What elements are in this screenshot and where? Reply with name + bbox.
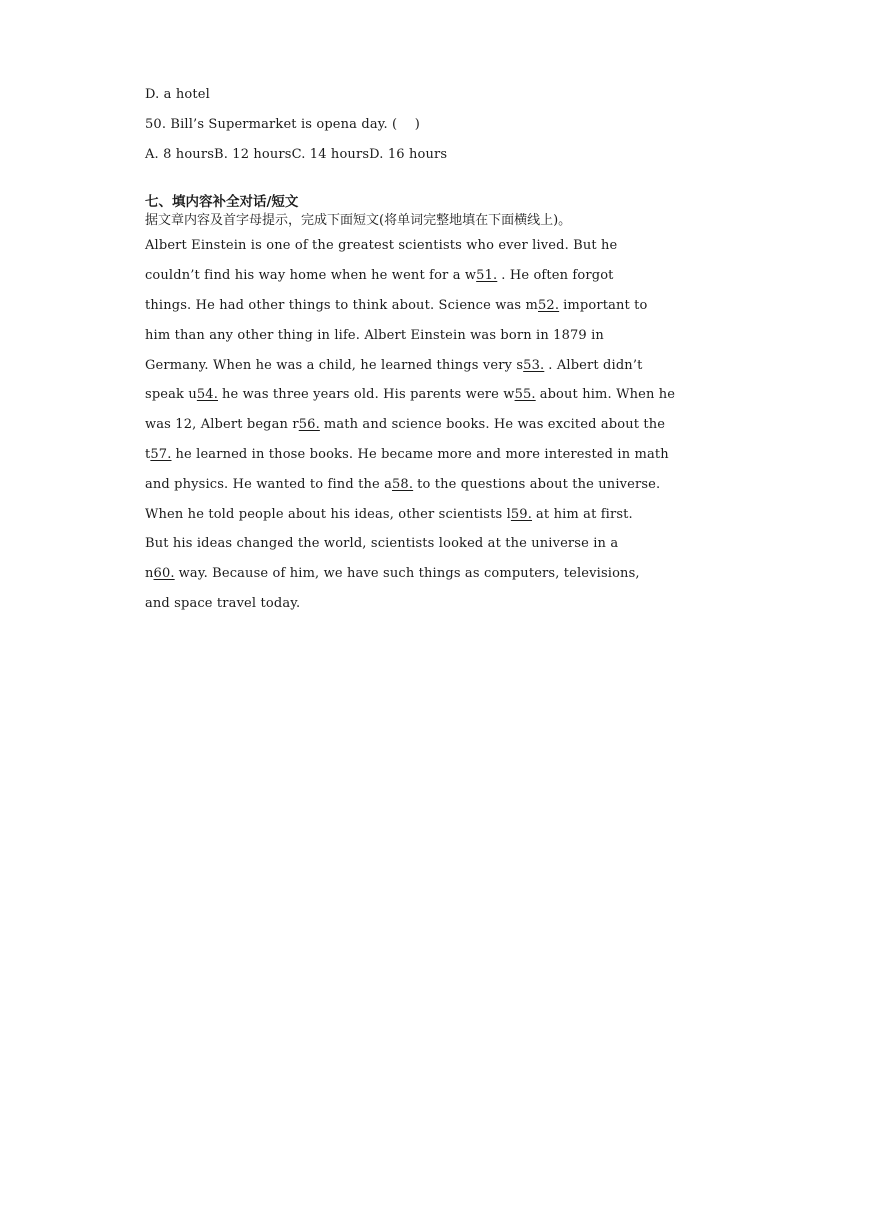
- question-50: [145, 110, 745, 140]
- worksheet-page: [145, 80, 745, 619]
- passage-text: speak u: [145, 387, 197, 403]
- question-50-choices: A. 8 hoursB. 12 hoursC. 14 hoursD. 16 hours: [145, 146, 448, 162]
- passage-line: [145, 440, 745, 470]
- passage-line: [145, 470, 745, 500]
- section-instruction: 据文章内容及首字母提示，完成下面短文(将单词完整地填在下面横线上)。: [145, 213, 572, 229]
- passage-text: couldn’t find his way home when he went for a w: [145, 268, 477, 284]
- passage-text: n: [145, 566, 154, 582]
- passage-text: way. Because of him, we have such things as computers, televisions,: [178, 566, 640, 582]
- blank-53[interactable]: 53.: [523, 357, 545, 373]
- passage-line: [145, 351, 745, 381]
- passage-text: he was three years old. His parents were w: [222, 387, 515, 403]
- blank-60[interactable]: 60.: [153, 566, 175, 582]
- passage-text: and physics. He wanted to find the a: [145, 476, 392, 492]
- passage-line: But his ideas changed the world, scientists looked at the universe in a: [145, 536, 619, 552]
- passage-text: . Albert didn’t: [548, 357, 643, 373]
- passage-text: about him. When he: [539, 387, 676, 403]
- spacer: [145, 169, 745, 193]
- blank-54[interactable]: 54.: [196, 387, 218, 403]
- blank-57[interactable]: 57.: [150, 446, 172, 462]
- passage-line: Albert Einstein is one of the greatest scientists who ever lived. But he: [145, 238, 618, 254]
- passage-text: math and science books. He was excited about the: [323, 417, 666, 433]
- passage-text: at him at first.: [536, 506, 633, 522]
- option-d: D. a hotel: [145, 87, 210, 102]
- blank-56[interactable]: 56.: [298, 417, 320, 433]
- blank-59[interactable]: 59.: [510, 506, 533, 522]
- passage-line: and space travel today.: [145, 595, 301, 611]
- blank-52[interactable]: 52.: [538, 297, 560, 313]
- question-50-stem: 50. Bill’s Supermarket is open: [145, 116, 350, 132]
- passage-text: he learned in those books. He became more and more interested in math: [175, 446, 669, 462]
- question-50-stem-tail: a day. ( ): [349, 116, 420, 132]
- passage-line: [145, 410, 745, 440]
- passage-text: Germany. When he was a child, he learned things very s: [145, 357, 524, 373]
- passage-text: important to: [563, 297, 648, 313]
- passage-text: things. He had other things to think about. Science was m: [145, 297, 538, 313]
- passage-line: [145, 291, 745, 321]
- passage-text: t: [145, 446, 151, 462]
- passage-line: [145, 500, 745, 530]
- passage-line: [145, 380, 745, 410]
- passage-line: [145, 261, 745, 291]
- passage-text: When he told people about his ideas, other scientists l: [145, 506, 511, 522]
- passage-line: [145, 559, 745, 589]
- blank-58[interactable]: 58.: [392, 476, 414, 492]
- passage-text: was 12, Albert began r: [145, 417, 299, 433]
- passage-line: him than any other thing in life. Albert Einstein was born in 1879 in: [145, 327, 604, 343]
- blank-51[interactable]: 51.: [476, 268, 498, 284]
- passage-text: to the questions about the universe.: [417, 476, 661, 492]
- passage-text: . He often forgot: [501, 268, 614, 284]
- blank-55[interactable]: 55.: [514, 387, 536, 403]
- section-title: 七、填内容补全对话/短文: [145, 194, 299, 211]
